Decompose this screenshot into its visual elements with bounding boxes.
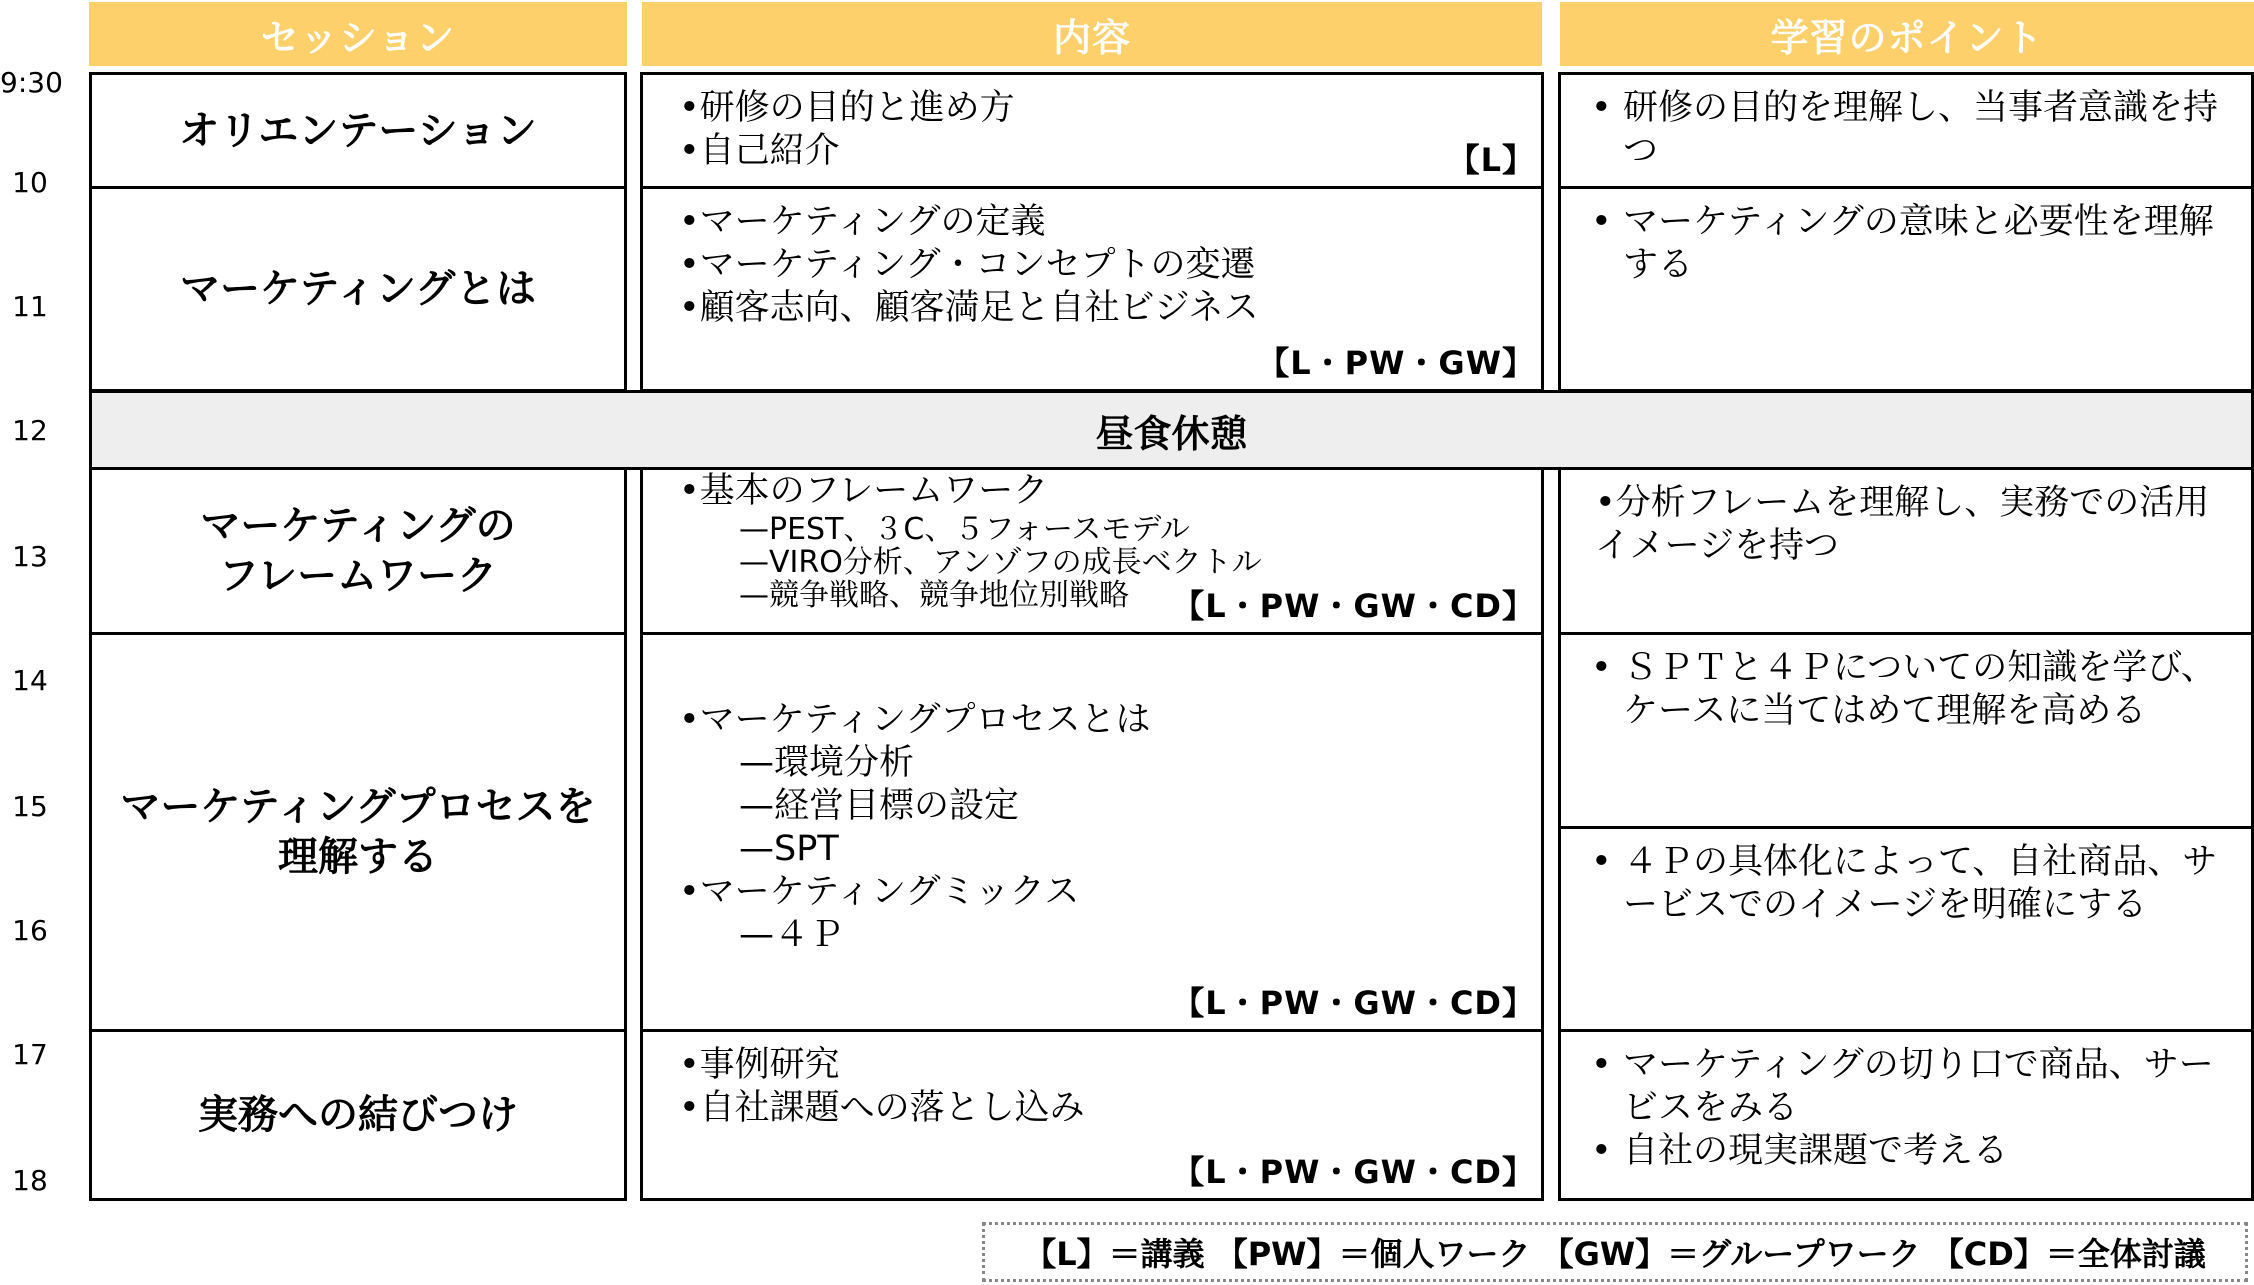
content-item: •マーケティングプロセスとは bbox=[679, 700, 1151, 740]
time-label: 17 bbox=[12, 1038, 48, 1071]
content-cell bbox=[640, 632, 1544, 1032]
content-cell bbox=[640, 72, 1544, 189]
time-label: 13 bbox=[12, 540, 48, 573]
point-item: • 研修の目的を理解し、当事者意識を持つ bbox=[1591, 88, 2219, 171]
content-item: •事例研究 bbox=[679, 1045, 840, 1085]
point-item: • ４Ｐの具体化によって、自社商品、サービスでのイメージを明確にする bbox=[1591, 842, 2218, 925]
session-cell: マーケティングの フレームワーク bbox=[89, 467, 627, 635]
time-label: 14 bbox=[12, 664, 48, 697]
content-cell bbox=[640, 186, 1544, 392]
legend-box: 【L】＝講義 【PW】＝個人ワーク 【GW】＝グループワーク 【CD】＝全体討議 bbox=[982, 1222, 2248, 1282]
session-cell: 実務への結びつけ bbox=[89, 1029, 627, 1201]
point-item: • 自社の現実課題で考える bbox=[1591, 1131, 2009, 1171]
points-cell bbox=[1558, 632, 2254, 829]
time-label: 16 bbox=[12, 914, 48, 947]
content-item: •基本のフレームワーク bbox=[679, 471, 1049, 511]
points-cell bbox=[1558, 826, 2254, 1032]
point-item: • ＳＰＴと４Ｐについての知識を学び、ケースに当てはめて理解を高める bbox=[1591, 648, 2216, 731]
content-subitem: —SPT bbox=[739, 829, 839, 869]
point-item: •分析フレームを理解し、実務での活用イメージを持つ bbox=[1595, 483, 2210, 566]
points-cell bbox=[1558, 1029, 2254, 1201]
header-content: 内容 bbox=[642, 2, 1542, 66]
method-tag: 【L】 bbox=[1447, 141, 1535, 179]
content-cell bbox=[640, 467, 1544, 635]
time-label: 10 bbox=[12, 166, 48, 199]
header-points: 学習のポイント bbox=[1560, 2, 2254, 66]
content-subitem: —競争戦略、競争地位別戦略 bbox=[739, 578, 1129, 613]
content-item: •マーケティングの定義 bbox=[679, 202, 1046, 242]
point-item: • マーケティングの切り口で商品、サービスをみる bbox=[1591, 1045, 2214, 1128]
time-label: 12 bbox=[12, 414, 48, 447]
time-label: 18 bbox=[12, 1164, 48, 1197]
method-tag: 【L・PW・GW・CD】 bbox=[1172, 984, 1535, 1022]
method-tag: 【L・PW・GW・CD】 bbox=[1172, 1153, 1535, 1191]
session-cell: マーケティングプロセスを 理解する bbox=[89, 632, 627, 1032]
content-subitem: —環境分析 bbox=[739, 743, 915, 783]
content-subitem: —４Ｐ bbox=[739, 915, 845, 955]
points-cell bbox=[1558, 72, 2254, 189]
header-session: セッション bbox=[89, 2, 627, 66]
points-cell bbox=[1558, 467, 2254, 635]
content-subitem: —PEST、３C、５フォースモデル bbox=[739, 512, 1190, 547]
method-tag: 【L・PW・GW・CD】 bbox=[1172, 587, 1535, 625]
lunch-break-bar: 昼食休憩 bbox=[89, 390, 2254, 470]
time-label: 11 bbox=[12, 290, 48, 323]
content-item: •マーケティングミックス bbox=[679, 872, 1080, 912]
content-item: •研修の目的と進め方 bbox=[679, 88, 1015, 128]
content-item: •マーケティング・コンセプトの変遷 bbox=[679, 245, 1256, 285]
session-cell: オリエンテーション bbox=[89, 72, 627, 189]
method-tag: 【L・PW・GW】 bbox=[1257, 344, 1535, 382]
content-item: •自社課題への落とし込み bbox=[679, 1088, 1085, 1128]
content-cell bbox=[640, 1029, 1544, 1201]
content-item: •自己紹介 bbox=[679, 131, 840, 171]
time-label: 9:30 bbox=[0, 66, 63, 99]
content-item: •顧客志向、顧客満足と自社ビジネス bbox=[679, 288, 1259, 328]
content-subitem: —VIRO分析、アンゾフの成長ベクトル bbox=[739, 545, 1262, 580]
session-cell: マーケティングとは bbox=[89, 186, 627, 392]
content-subitem: —経営目標の設定 bbox=[739, 786, 1020, 826]
points-cell bbox=[1558, 186, 2254, 392]
point-item: • マーケティングの意味と必要性を理解する bbox=[1591, 202, 2214, 285]
time-label: 15 bbox=[12, 790, 48, 823]
